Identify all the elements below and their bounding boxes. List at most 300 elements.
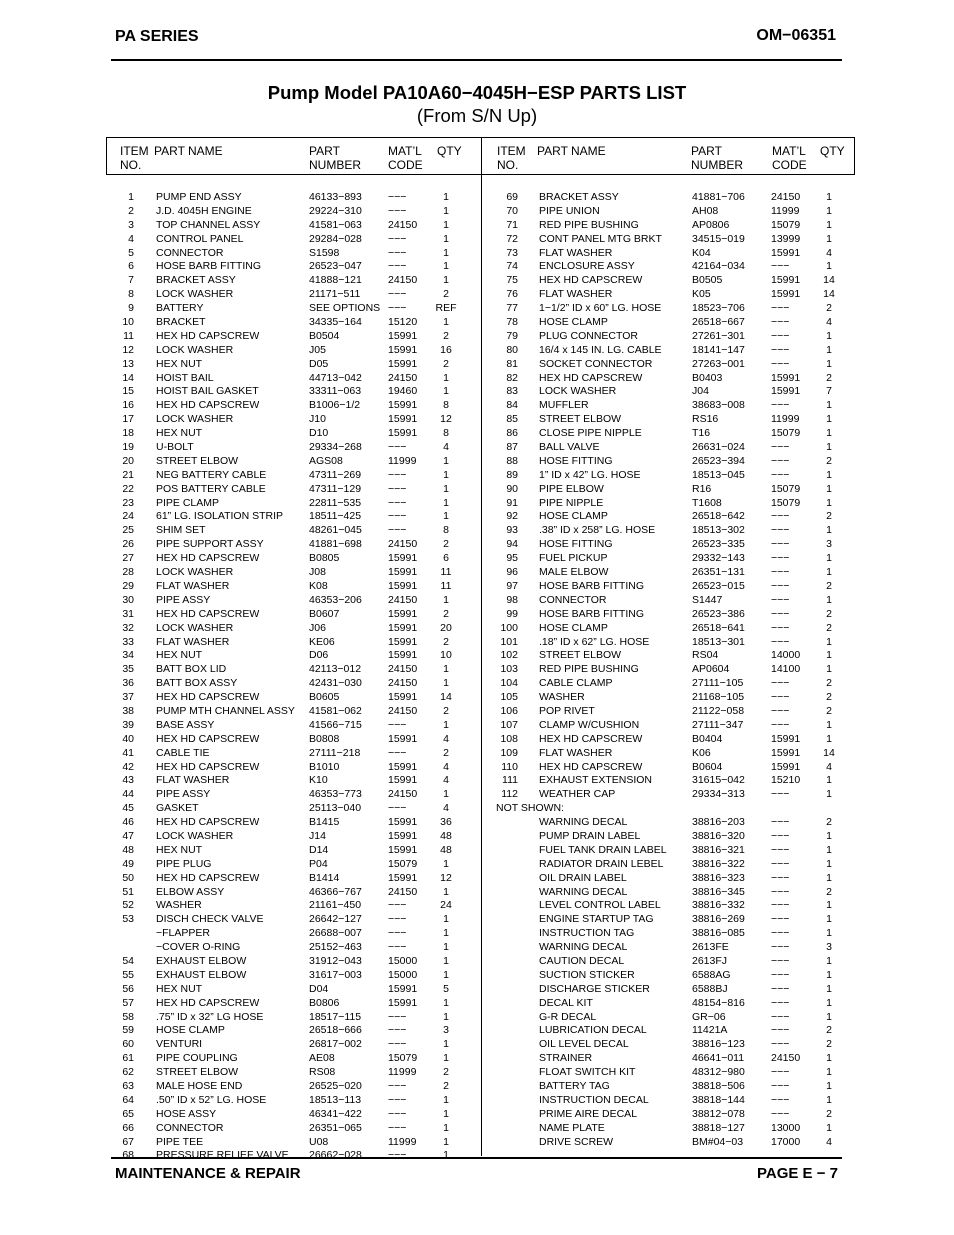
material-code: 15079: [771, 496, 801, 509]
item-number: 73: [506, 246, 518, 259]
item-number: 47: [122, 829, 134, 842]
part-name: WASHER: [539, 691, 585, 704]
part-number: 46641−011: [692, 1052, 745, 1065]
part-number: 38816−320: [692, 829, 745, 842]
part-name: FUEL PICKUP: [539, 552, 608, 565]
item-number: 9: [128, 302, 134, 315]
part-number: 48312−980: [692, 1066, 745, 1079]
part-name: PIPE SUPPORT ASSY: [156, 538, 264, 551]
quantity: 11: [440, 566, 452, 579]
part-name: ENGINE STARTUP TAG: [539, 913, 654, 926]
part-name: CABLE CLAMP: [539, 677, 613, 690]
material-code: −−−: [388, 232, 407, 245]
part-name: HOSE BARB FITTING: [539, 579, 645, 592]
part-name: EXHAUST ELBOW: [156, 968, 247, 981]
part-name: FLAT WASHER: [539, 746, 613, 759]
part-number: 34335−164: [309, 316, 362, 329]
part-name: FUEL TANK DRAIN LABEL: [539, 843, 667, 856]
material-code: −−−: [771, 885, 790, 898]
quantity: 1: [443, 204, 449, 217]
quantity: 2: [826, 607, 832, 620]
part-name: HOSE CLAMP: [539, 316, 608, 329]
material-code: 15991: [771, 246, 801, 259]
material-code: −−−: [771, 552, 790, 565]
material-code: −−−: [388, 1024, 407, 1037]
part-number: 26351−065: [309, 1121, 362, 1134]
part-number: 26523−047: [309, 260, 362, 273]
quantity: 1: [826, 482, 832, 495]
part-name: PIPE CLAMP: [156, 496, 220, 509]
material-code: −−−: [388, 746, 407, 759]
quantity: 1: [826, 829, 832, 842]
material-code: 19460: [388, 385, 418, 398]
part-number: AP0604: [692, 663, 730, 676]
part-number: 26688−007: [309, 927, 362, 940]
quantity: 1: [826, 871, 832, 884]
quantity: 2: [443, 704, 449, 717]
part-number: 38818−144: [692, 1093, 745, 1106]
item-number: 90: [506, 482, 518, 495]
quantity: 14: [823, 746, 835, 759]
item-number: 7: [128, 274, 134, 287]
part-number: J05: [309, 343, 326, 356]
part-name: VENTURI: [156, 1038, 203, 1051]
material-code: −−−: [388, 191, 407, 203]
item-number: 27: [122, 552, 134, 565]
col-header-part-number-left: PART NUMBER: [309, 144, 362, 172]
quantity: 1: [826, 927, 832, 940]
part-number: 31912−043: [309, 954, 362, 967]
quantity: 1: [443, 677, 449, 690]
part-name: NEG BATTERY CABLE: [156, 468, 267, 481]
part-name: −COVER O-RING: [156, 941, 241, 954]
material-code: 11999: [388, 1066, 417, 1079]
quantity: 8: [443, 427, 449, 440]
part-name: HEX HD CAPSCREW: [156, 607, 260, 620]
material-code: 15991: [388, 427, 418, 440]
part-number: 27111−105: [692, 677, 744, 690]
material-code: −−−: [771, 954, 790, 967]
item-number: 19: [122, 441, 134, 454]
quantity: 2: [443, 1066, 449, 1079]
item-number: 83: [506, 385, 518, 398]
item-number: 99: [506, 607, 518, 620]
item-number: 38: [122, 704, 134, 717]
part-name: .38” ID x 258” LG. HOSE: [539, 524, 656, 537]
quantity: 2: [826, 677, 832, 690]
part-number: AE08: [309, 1052, 335, 1065]
part-number: 26642−127: [309, 913, 362, 926]
quantity: 48: [440, 843, 452, 856]
quantity: 2: [826, 1107, 832, 1120]
quantity: 4: [443, 760, 449, 773]
part-number: S1598: [309, 246, 340, 259]
material-code: −−−: [388, 1038, 407, 1051]
col-header-part-name-left: PART NAME: [154, 144, 223, 158]
item-number: 1: [128, 191, 134, 203]
quantity: 4: [826, 246, 832, 259]
part-number: B0808: [309, 732, 340, 745]
material-code: −−−: [388, 468, 407, 481]
part-number: 41888−121: [309, 274, 362, 287]
column-divider: [481, 137, 482, 1156]
item-number: 64: [122, 1093, 134, 1106]
item-number: 93: [506, 524, 518, 537]
quantity: 1: [826, 996, 832, 1009]
part-number: D14: [309, 843, 329, 856]
item-number: 87: [506, 441, 518, 454]
part-name: HEX HD CAPSCREW: [156, 732, 260, 745]
part-number: J10: [309, 413, 326, 426]
material-code: 15991: [388, 982, 418, 995]
part-number: B0805: [309, 552, 340, 565]
part-name: 16/4 x 145 IN. LG. CABLE: [539, 343, 662, 356]
part-number: 21122−058: [692, 704, 745, 717]
material-code: −−−: [771, 468, 790, 481]
quantity: 1: [826, 441, 832, 454]
quantity: 3: [826, 538, 832, 551]
material-code: −−−: [771, 871, 790, 884]
quantity: 12: [440, 871, 452, 884]
quantity: 20: [440, 621, 452, 634]
material-code: 15991: [771, 371, 801, 384]
part-number: 26662−028: [309, 1149, 362, 1162]
quantity: 4: [826, 316, 832, 329]
part-number: RS16: [692, 413, 719, 426]
material-code: 15120: [388, 316, 418, 329]
item-number: 5: [128, 246, 134, 259]
part-name: HEX HD CAPSCREW: [539, 274, 643, 287]
part-name: OIL LEVEL DECAL: [539, 1038, 629, 1051]
quantity: 1: [826, 1052, 832, 1065]
quantity: 1: [443, 246, 449, 259]
item-number: 101: [500, 635, 518, 648]
material-code: 15991: [388, 691, 418, 704]
part-number: 31617−003: [309, 968, 362, 981]
material-code: 15991: [388, 607, 418, 620]
col-header-matl-code-right: MAT’L CODE: [772, 144, 807, 172]
quantity: 3: [443, 1024, 449, 1037]
part-name: HOSE CLAMP: [539, 510, 608, 523]
col-header-qty-right: QTY: [820, 144, 845, 158]
part-name: INSTRUCTION DECAL: [539, 1093, 649, 1106]
quantity: 1: [826, 663, 832, 676]
quantity: 2: [826, 1024, 832, 1037]
material-code: 15210: [771, 774, 801, 787]
item-number: 45: [122, 802, 134, 815]
item-number: 76: [506, 288, 518, 301]
part-name: BRACKET ASSY: [156, 274, 236, 287]
part-number: 47311−129: [309, 482, 362, 495]
quantity: 1: [826, 899, 832, 912]
part-name: PLUG CONNECTOR: [539, 329, 638, 342]
quantity: 7: [826, 385, 832, 398]
material-code: 14000: [771, 649, 801, 662]
part-name: RADIATOR DRAIN LEBEL: [539, 857, 664, 870]
quantity: 1: [826, 649, 832, 662]
part-name: PIPE UNION: [539, 204, 600, 217]
part-number: J04: [692, 385, 709, 398]
item-number: 57: [122, 996, 134, 1009]
part-name: HOSE ASSY: [156, 1107, 217, 1120]
item-number: 82: [506, 371, 518, 384]
part-name: HEX HD CAPSCREW: [539, 732, 643, 745]
part-number: 26518−642: [692, 510, 745, 523]
item-number: 52: [122, 899, 134, 912]
quantity: 4: [443, 441, 449, 454]
material-code: −−−: [771, 524, 790, 537]
material-code: 14100: [771, 663, 801, 676]
item-number: 69: [506, 191, 518, 203]
part-number: S1447: [692, 593, 723, 606]
quantity: 4: [826, 760, 832, 773]
item-number: 86: [506, 427, 518, 440]
part-number: 21161−450: [309, 899, 362, 912]
item-number: 44: [122, 788, 134, 801]
item-number: 2: [128, 204, 134, 217]
material-code: 11999: [388, 1135, 417, 1148]
quantity: 1: [443, 232, 449, 245]
quantity: 1: [443, 927, 449, 940]
part-name: CAUTION DECAL: [539, 954, 625, 967]
part-name: G-R DECAL: [539, 1010, 597, 1023]
quantity: 1: [826, 1121, 832, 1134]
part-number: T16: [692, 427, 711, 440]
part-number: 46353−773: [309, 788, 362, 801]
quantity: 1: [826, 593, 832, 606]
part-number: 25152−463: [309, 941, 362, 954]
part-number: 18517−115: [309, 1010, 362, 1023]
quantity: 5: [443, 982, 449, 995]
part-name: LUBRICATION DECAL: [539, 1024, 647, 1037]
part-number: 44713−042: [309, 371, 362, 384]
part-number: 41881−698: [309, 538, 362, 551]
part-name: HOIST BAIL GASKET: [156, 385, 259, 398]
quantity: 2: [826, 1038, 832, 1051]
quantity: 1: [443, 274, 449, 287]
quantity: 14: [440, 691, 452, 704]
part-name: 1−1/2” ID x 60” LG. HOSE: [539, 302, 662, 315]
quantity: 8: [443, 524, 449, 537]
part-number: 38812−078: [692, 1107, 745, 1120]
item-number: 72: [506, 232, 518, 245]
quantity: 8: [443, 399, 449, 412]
part-name: LOCK WASHER: [156, 829, 234, 842]
quantity: 1: [826, 413, 832, 426]
quantity: 1: [826, 788, 832, 801]
part-number: B0504: [309, 329, 340, 342]
quantity: 48: [440, 829, 452, 842]
item-number: 33: [122, 635, 134, 648]
quantity: 1: [826, 1010, 832, 1023]
part-name: POS BATTERY CABLE: [156, 482, 266, 495]
part-name: HOSE BARB FITTING: [539, 607, 645, 620]
part-number: J06: [309, 621, 326, 634]
part-name: PIPE COUPLING: [156, 1052, 238, 1065]
material-code: 15991: [771, 385, 801, 398]
quantity: 1: [443, 1149, 449, 1162]
material-code: 15000: [388, 954, 418, 967]
part-name: BALL VALVE: [539, 441, 600, 454]
item-number: 30: [122, 593, 134, 606]
part-number: B0604: [692, 760, 723, 773]
part-name: CONTROL PANEL: [156, 232, 244, 245]
quantity: 1: [443, 496, 449, 509]
material-code: −−−: [388, 302, 407, 315]
item-number: 58: [122, 1010, 134, 1023]
item-number: 66: [122, 1121, 134, 1134]
part-number: 18523−706: [692, 302, 745, 315]
quantity: 2: [443, 357, 449, 370]
material-code: −−−: [771, 982, 790, 995]
series-label: PA SERIES: [115, 28, 199, 45]
quantity: 1: [826, 218, 832, 231]
part-name: STREET ELBOW: [539, 649, 622, 662]
part-number: 38816−085: [692, 927, 745, 940]
part-name: HEX NUT: [156, 427, 203, 440]
part-name: MALE HOSE END: [156, 1080, 243, 1092]
material-code: −−−: [388, 1080, 407, 1092]
material-code: 15079: [388, 1052, 418, 1065]
quantity: 1: [443, 1107, 449, 1120]
material-code: 15991: [771, 274, 801, 287]
part-number: 38818−506: [692, 1080, 745, 1092]
material-code: 15991: [388, 871, 418, 884]
material-code: 15991: [388, 621, 418, 634]
quantity: 1: [826, 1080, 832, 1092]
part-number: 22811−535: [309, 496, 362, 509]
part-name: HEX NUT: [156, 982, 203, 995]
part-name: MALE ELBOW: [539, 566, 609, 579]
part-number: K05: [692, 288, 711, 301]
part-name: HOSE CLAMP: [539, 621, 608, 634]
part-name: LOCK WASHER: [156, 343, 234, 356]
quantity: 1: [826, 718, 832, 731]
item-number: 3: [128, 218, 134, 231]
material-code: 24150: [388, 677, 418, 690]
quantity: 1: [443, 593, 449, 606]
part-name: BASE ASSY: [156, 718, 215, 731]
part-number: 38818−127: [692, 1121, 745, 1134]
quantity: 3: [826, 941, 832, 954]
material-code: −−−: [771, 1080, 790, 1092]
item-number: 59: [122, 1024, 134, 1037]
quantity: 1: [443, 941, 449, 954]
document-number: OM−06351: [756, 27, 836, 44]
item-number: 22: [122, 482, 134, 495]
item-number: 54: [122, 954, 134, 967]
material-code: −−−: [771, 329, 790, 342]
item-number: 111: [502, 774, 518, 787]
quantity: 2: [826, 691, 832, 704]
quantity: 14: [823, 288, 835, 301]
material-code: −−−: [388, 1093, 407, 1106]
part-number: D05: [309, 357, 329, 370]
item-number: 4: [128, 232, 134, 245]
footer-rule: [111, 1157, 842, 1159]
part-number: 26817−002: [309, 1038, 362, 1051]
col-header-item-right: ITEM NO.: [497, 144, 526, 172]
material-code: −−−: [771, 857, 790, 870]
material-code: −−−: [771, 621, 790, 634]
item-number: 42: [122, 760, 134, 773]
part-number: B0404: [692, 732, 723, 745]
item-number: 84: [506, 399, 518, 412]
item-number: 106: [500, 704, 518, 717]
quantity: 4: [443, 732, 449, 745]
quantity: 1: [443, 510, 449, 523]
quantity: 2: [826, 885, 832, 898]
quantity: 2: [826, 704, 832, 717]
part-number: 33311−063: [309, 385, 362, 398]
item-number: 75: [506, 274, 518, 287]
item-number: 16: [122, 399, 134, 412]
material-code: −−−: [388, 441, 407, 454]
part-name: OIL DRAIN LABEL: [539, 871, 627, 884]
part-number: 38816−123: [692, 1038, 745, 1051]
part-number: 26523−394: [692, 454, 745, 467]
part-number: B0605: [309, 691, 340, 704]
item-number: 26: [122, 538, 134, 551]
material-code: 11999: [771, 413, 800, 426]
material-code: 15991: [388, 843, 418, 856]
part-number: B0403: [692, 371, 723, 384]
material-code: −−−: [771, 899, 790, 912]
quantity: 1: [443, 371, 449, 384]
material-code: −−−: [388, 913, 407, 926]
part-name: LEVEL CONTROL LABEL: [539, 899, 661, 912]
part-number: K04: [692, 246, 711, 259]
quantity: 1: [826, 232, 832, 245]
item-number: 95: [506, 552, 518, 565]
material-code: −−−: [388, 927, 407, 940]
part-number: 27261−301: [692, 329, 745, 342]
material-code: 24150: [388, 371, 418, 384]
quantity: 1: [443, 191, 449, 203]
part-number: 26518−667: [692, 316, 745, 329]
col-header-part-name-right: PART NAME: [537, 144, 606, 158]
material-code: 15079: [771, 427, 801, 440]
part-name: DECAL KIT: [539, 996, 593, 1009]
material-code: 15991: [771, 288, 801, 301]
item-number: 18: [122, 427, 134, 440]
part-name: STREET ELBOW: [539, 413, 622, 426]
quantity: 1: [443, 468, 449, 481]
quantity: 1: [826, 496, 832, 509]
part-number: 26523−335: [692, 538, 745, 551]
part-name: U-BOLT: [156, 441, 194, 454]
quantity: 1: [443, 718, 449, 731]
item-number: 104: [500, 677, 518, 690]
material-code: −−−: [388, 204, 407, 217]
part-name: HEX HD CAPSCREW: [539, 760, 643, 773]
part-number: AGS08: [309, 454, 343, 467]
quantity: 1: [826, 1066, 832, 1079]
part-number: 18513−113: [309, 1093, 362, 1106]
material-code: 11999: [771, 204, 800, 217]
material-code: −−−: [771, 996, 790, 1009]
part-name: WEATHER CAP: [539, 788, 616, 801]
quantity: 1: [443, 968, 449, 981]
part-number: 6588AG: [692, 968, 731, 981]
part-number: 38816−322: [692, 857, 745, 870]
part-name: LOCK WASHER: [156, 288, 234, 301]
quantity: 1: [826, 552, 832, 565]
item-number: 62: [122, 1066, 134, 1079]
material-code: 17000: [771, 1135, 801, 1148]
part-number: B0505: [692, 274, 723, 287]
item-number: 24: [122, 510, 134, 523]
